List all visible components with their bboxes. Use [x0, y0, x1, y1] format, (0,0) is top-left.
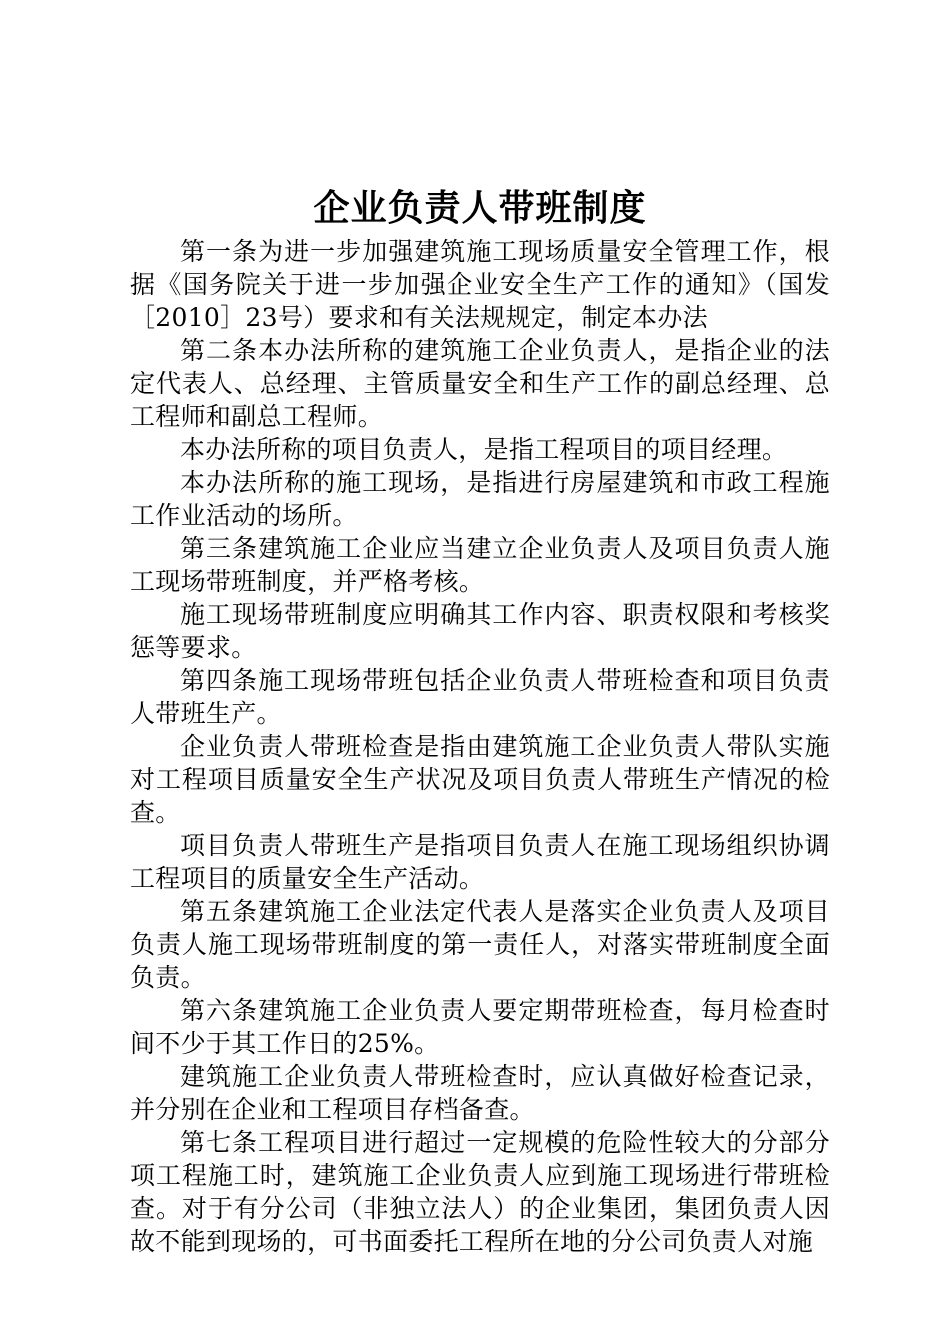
paragraph-inspection-records: 建筑施工企业负责人带班检查时，应认真做好检查记录，并分别在企业和工程项目存档备查。: [130, 1062, 830, 1124]
paragraph-site-definition: 本办法所称的施工现场，是指进行房屋建筑和市政工程施工作业活动的场所。: [130, 468, 830, 530]
paragraph-article-7: 第七条工程项目进行超过一定规模的危险性较大的分部分项工程施工时，建筑施工企业负责人应到施工现场进行带班检查。对于有分公司（非独立法人）的企业集团，集团负责人因故不能到现场的，可书面委托工程所在地的分公司负责人对施: [130, 1128, 830, 1256]
document-title: 企业负责人带班制度: [313, 187, 647, 229]
paragraph-article-5: 第五条建筑施工企业法定代表人是落实企业负责人及项目负责人施工现场带班制度的第一责任人，对落实带班制度全面负责。: [130, 897, 830, 992]
document-page: [130, 185, 830, 1258]
paragraph-article-1: 第一条为进一步加强建筑施工现场质量安全管理工作，根据《国务院关于进一步加强企业安全生产工作的通知》（国发［2010］23号）要求和有关法规规定，制定本办法: [130, 237, 830, 332]
paragraph-article-6: 第六条建筑施工企业负责人要定期带班检查，每月检查时间不少于其工作日的25%。: [130, 996, 830, 1058]
paragraph-article-3: 第三条建筑施工企业应当建立企业负责人及项目负责人施工现场带班制度，并严格考核。: [130, 534, 830, 596]
paragraph-project-production-definition: 项目负责人带班生产是指项目负责人在施工现场组织协调工程项目的质量安全生产活动。: [130, 831, 830, 893]
paragraph-enterprise-inspection-definition: 企业负责人带班检查是指由建筑施工企业负责人带队实施对工程项目质量安全生产状况及项目负责人带班生产情况的检查。: [130, 732, 830, 827]
paragraph-project-leader-definition: 本办法所称的项目负责人，是指工程项目的项目经理。: [180, 435, 788, 464]
paragraph-article-4: 第四条施工现场带班包括企业负责人带班检查和项目负责人带班生产。: [130, 666, 830, 728]
paragraph-duty-system-requirements: 施工现场带班制度应明确其工作内容、职责权限和考核奖惩等要求。: [130, 600, 830, 662]
paragraph-article-2: 第二条本办法所称的建筑施工企业负责人，是指企业的法定代表人、总经理、主管质量安全和生产工作的副总经理、总工程师和副总工程师。: [130, 336, 830, 431]
